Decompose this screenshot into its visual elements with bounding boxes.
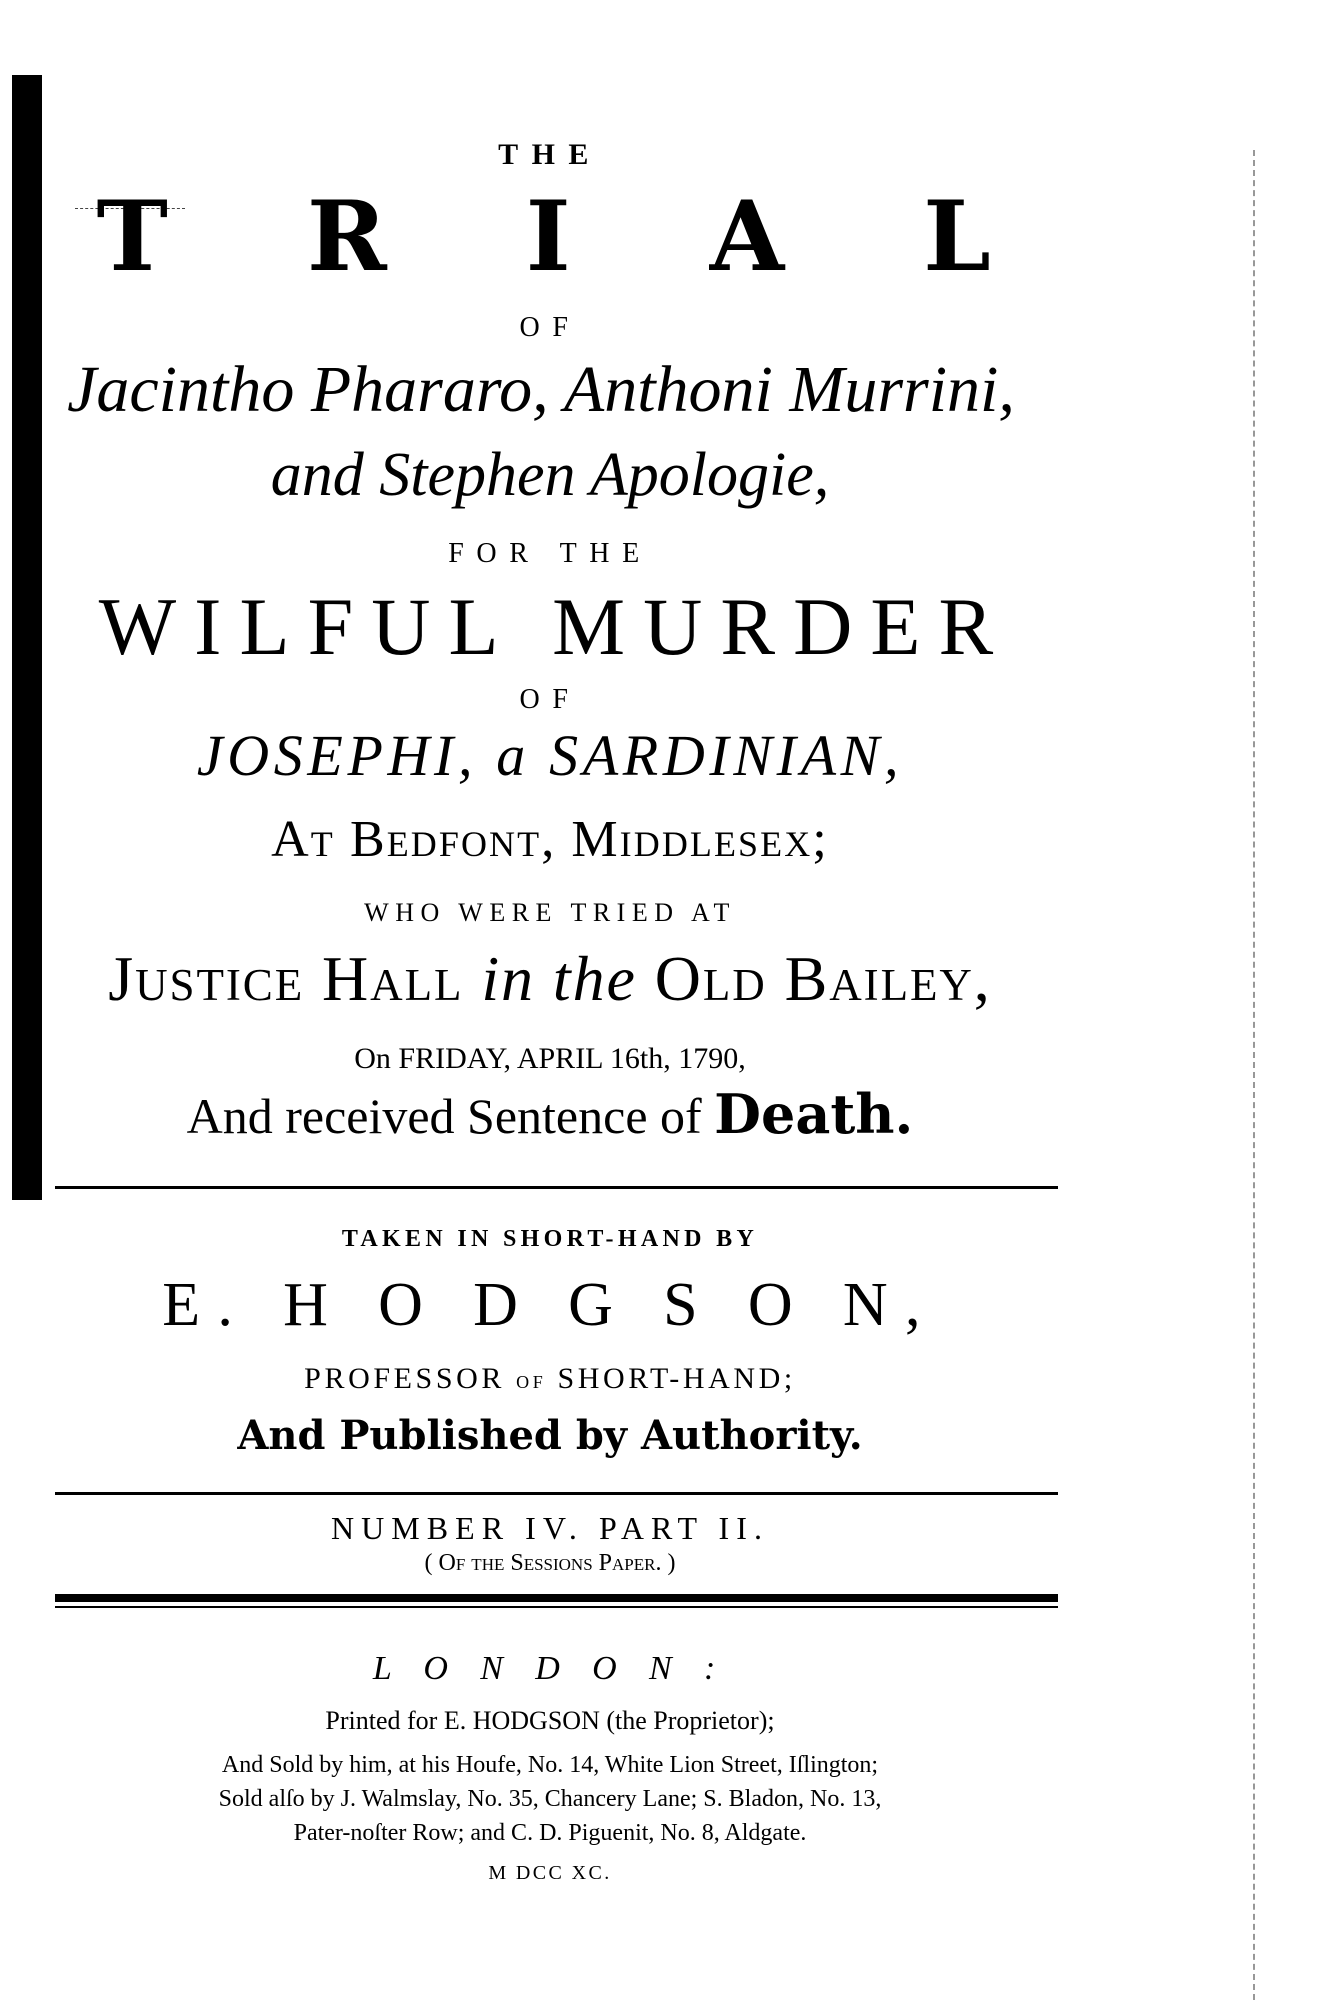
for-the-label: FOR THE [448,538,652,569]
sold-line-2: Sold alſo by J. Walmslay, No. 35, Chancery Lane; S. Bladon, No. 13, [218,1786,882,1812]
london-line: L O N D O N : [372,1650,728,1687]
of-label-2: OF [519,684,581,715]
sold-line-1: And Sold by him, at his Houfe, No. 14, White Lion Street, Iſlington; [221,1752,879,1778]
rule-2 [55,1492,1058,1495]
professor-shorthand: SHORT-HAND; [557,1362,796,1395]
charge-heading: WILFUL MURDER [98,581,1012,672]
defendants-line-2: and Stephen Apologie, [270,441,830,509]
victim-line: JOSEPHI, a SARDINIAN, [196,723,904,788]
of-label-1: OF [519,312,581,343]
date-line: On FRIDAY, APRIL 16th, 1790, [354,1042,746,1075]
binding-edge-bar [12,75,42,1200]
sessions-line: ( Of the Sessions Paper. ) [424,1550,676,1576]
taken-label: TAKEN IN SHORT-HAND BY [341,1226,759,1252]
court-old-bailey: Old Bailey, [654,943,992,1014]
professor-word: PROFESSOR [304,1362,505,1395]
authority-line: And Published by Authority. [237,1412,863,1459]
court-in-the: in the [481,943,637,1014]
professor-of: OF [516,1372,547,1392]
sentence-text: And received Sentence of [186,1088,702,1144]
number-line: NUMBER IV. PART II. [331,1510,769,1546]
trial-heading: T R I A L [96,180,1044,293]
page-edge-margin [1253,150,1257,2000]
place-line: At Bedfont, Middlesex; [271,811,829,868]
rule-3-thin [55,1606,1058,1608]
year-line: M DCC XC. [488,1862,612,1884]
sold-line-3: Pater-noſter Row; and C. D. Piguenit, No. 8, Aldgate. [293,1820,807,1846]
defendants-line-1: Jacintho Phararo, Anthoni Murrini, [67,353,1015,426]
death-word: Death. [714,1082,914,1146]
sentence-line [40,1082,1060,1146]
tried-at-label: WHO WERE TRIED AT [364,898,736,927]
court-justice-hall: Justice Hall [108,943,464,1014]
the-label: THE [498,138,602,171]
printed-line: Printed for E. HODGSON (the Proprietor); [325,1706,775,1735]
professor-line [40,1362,1060,1396]
rule-3-thick [55,1594,1058,1602]
author-name: E. H O D G S O N, [162,1271,938,1339]
court-line [40,942,1060,1016]
rule-1 [55,1186,1058,1189]
